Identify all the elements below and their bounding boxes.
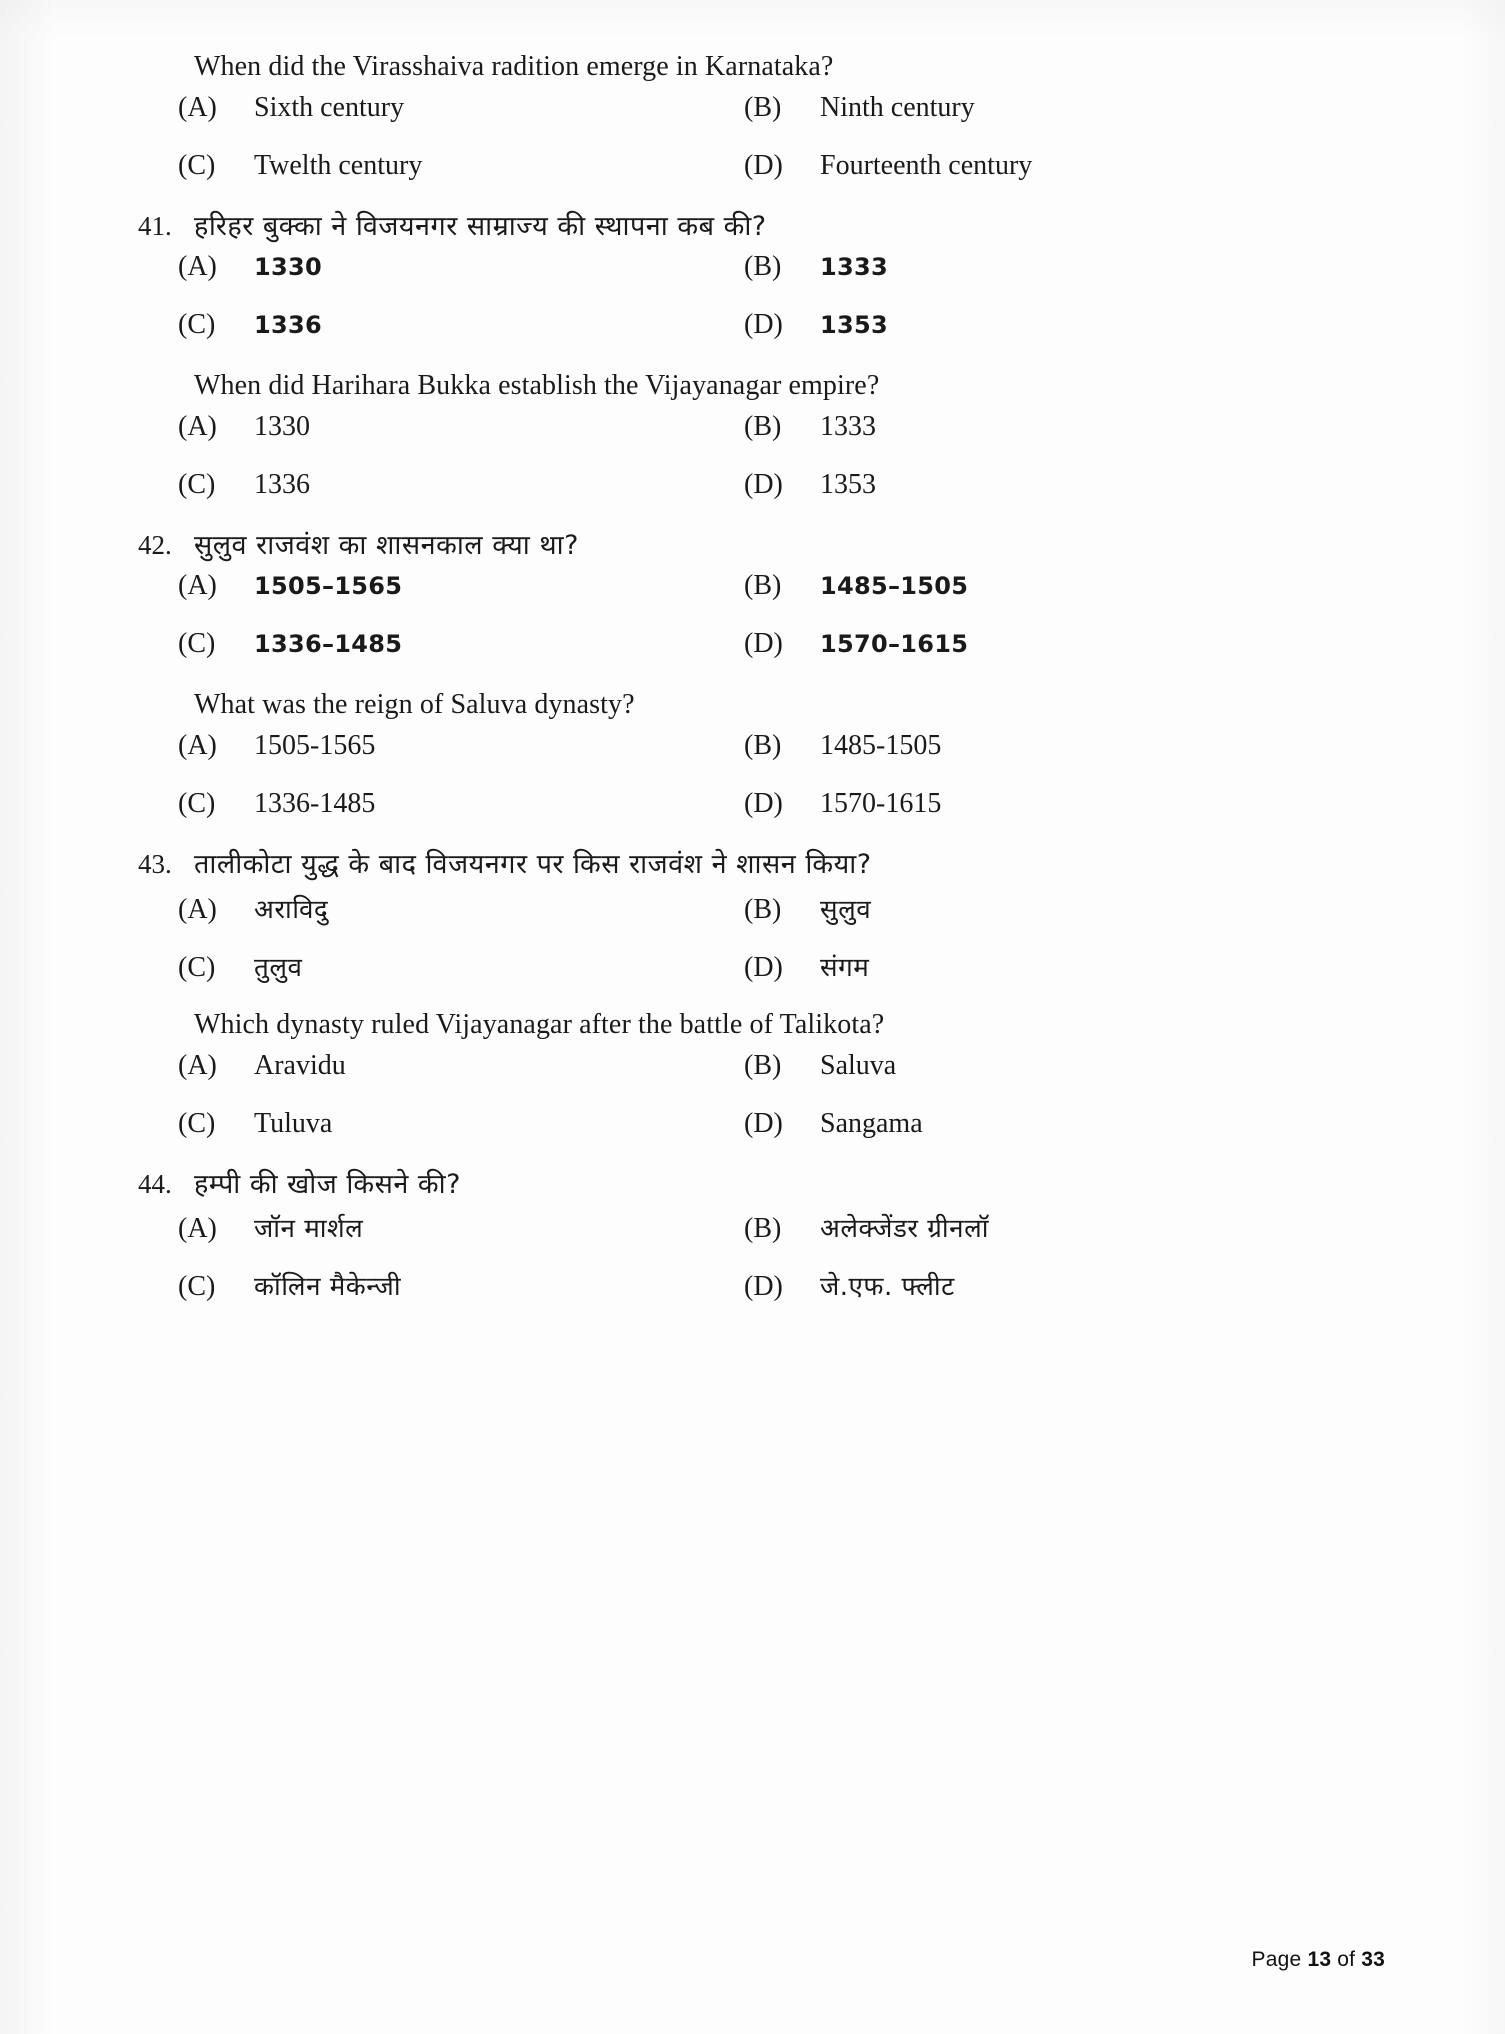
option-label: Twelth century bbox=[254, 149, 423, 181]
question-block-q44-hi bbox=[138, 1166, 1368, 1325]
page-footer-middle: of bbox=[1337, 1948, 1356, 1971]
option-grid bbox=[138, 251, 1368, 367]
option-a[interactable] bbox=[178, 1209, 744, 1267]
option-d[interactable] bbox=[744, 309, 1368, 367]
question-block-q42-hi bbox=[138, 527, 1368, 686]
option-b[interactable] bbox=[744, 890, 1368, 948]
option-key: (D) bbox=[744, 628, 783, 660]
option-a[interactable] bbox=[178, 92, 744, 150]
option-grid bbox=[138, 1050, 1368, 1166]
option-label: तुलुव bbox=[254, 952, 303, 983]
option-d[interactable] bbox=[744, 948, 1368, 1006]
option-b[interactable] bbox=[744, 570, 1368, 628]
option-key: (C) bbox=[178, 309, 216, 341]
option-label: 1336 bbox=[254, 311, 322, 340]
option-label: Aravidu bbox=[254, 1049, 346, 1081]
option-key: (D) bbox=[744, 788, 783, 820]
option-a[interactable] bbox=[178, 570, 744, 628]
option-c[interactable] bbox=[178, 788, 744, 846]
option-d[interactable] bbox=[744, 1108, 1368, 1166]
option-key: (C) bbox=[178, 1107, 216, 1139]
question-number: 43. bbox=[138, 849, 172, 880]
option-grid bbox=[138, 1209, 1368, 1325]
option-label: जॉन मार्शल bbox=[254, 1213, 364, 1244]
option-label: 1485-1505 bbox=[820, 730, 942, 762]
question-text: Which dynasty ruled Vijayanagar after the battle of Talikota? bbox=[194, 1008, 885, 1040]
option-c[interactable] bbox=[178, 469, 744, 527]
option-c[interactable] bbox=[178, 1267, 744, 1325]
option-label: Ninth century bbox=[820, 91, 975, 123]
option-b[interactable] bbox=[744, 730, 1368, 788]
option-key: (B) bbox=[744, 730, 782, 762]
option-b[interactable] bbox=[744, 1209, 1368, 1267]
question-heading bbox=[138, 1006, 1368, 1044]
option-c[interactable] bbox=[178, 948, 744, 1006]
question-text: हरिहर बुक्का ने विजयनगर साम्राज्य की स्थापना कब की? bbox=[194, 210, 767, 242]
question-heading bbox=[138, 48, 1368, 86]
option-label: सुलुव bbox=[820, 894, 872, 925]
option-b[interactable] bbox=[744, 251, 1368, 309]
option-label: अलेक्जेंडर ग्रीनलॉ bbox=[820, 1213, 989, 1244]
option-d[interactable] bbox=[744, 150, 1368, 208]
option-key: (D) bbox=[744, 309, 783, 341]
option-b[interactable] bbox=[744, 411, 1368, 469]
option-label: Sangama bbox=[820, 1107, 923, 1139]
option-a[interactable] bbox=[178, 1050, 744, 1108]
option-label: Fourteenth century bbox=[820, 149, 1033, 181]
option-label: 1333 bbox=[820, 253, 888, 282]
option-label: 1485–1505 bbox=[820, 572, 969, 601]
option-label: 1570–1615 bbox=[820, 630, 969, 659]
option-label: 1353 bbox=[820, 469, 876, 501]
option-label: Sixth century bbox=[254, 91, 405, 123]
option-key: (A) bbox=[178, 411, 217, 443]
option-key: (C) bbox=[178, 149, 216, 181]
option-key: (B) bbox=[744, 1049, 782, 1081]
question-text: तालीकोटा युद्ध के बाद विजयनगर पर किस राजवंश ने शासन किया? bbox=[194, 849, 872, 881]
option-label: संगम bbox=[820, 952, 870, 983]
option-key: (A) bbox=[178, 1212, 217, 1244]
question-text: When did the Virasshaiva radition emerge in Karnataka? bbox=[194, 51, 834, 82]
option-a[interactable] bbox=[178, 251, 744, 309]
question-heading bbox=[138, 367, 1368, 405]
option-key: (C) bbox=[178, 628, 216, 660]
question-heading bbox=[138, 846, 1368, 883]
option-d[interactable] bbox=[744, 469, 1368, 527]
option-key: (B) bbox=[744, 893, 782, 925]
option-key: (B) bbox=[744, 91, 782, 123]
question-heading bbox=[138, 686, 1368, 724]
option-key: (D) bbox=[744, 1270, 783, 1302]
option-key: (A) bbox=[178, 730, 217, 762]
question-number: 44. bbox=[138, 1168, 172, 1199]
option-label: Tuluva bbox=[254, 1107, 333, 1139]
question-text: When did Harihara Bukka establish the Vijayanagar empire? bbox=[194, 370, 880, 402]
option-label: 1333 bbox=[820, 411, 876, 443]
option-c[interactable] bbox=[178, 150, 744, 208]
option-label: 1570-1615 bbox=[820, 788, 942, 820]
option-label: 1336 bbox=[254, 469, 310, 501]
option-key: (D) bbox=[744, 469, 783, 501]
option-key: (D) bbox=[744, 951, 783, 983]
option-b[interactable] bbox=[744, 92, 1368, 150]
option-key: (B) bbox=[744, 570, 782, 602]
question-block-q40-en bbox=[138, 48, 1368, 208]
option-label: 1353 bbox=[820, 311, 888, 340]
question-block-q42-en bbox=[138, 686, 1368, 846]
option-grid bbox=[138, 730, 1368, 846]
option-grid bbox=[138, 92, 1368, 208]
question-heading bbox=[138, 208, 1368, 245]
question-list bbox=[138, 48, 1368, 1325]
question-block-q43-en bbox=[138, 1006, 1368, 1166]
option-grid bbox=[138, 890, 1368, 1006]
option-d[interactable] bbox=[744, 788, 1368, 846]
option-label: 1330 bbox=[254, 411, 310, 443]
option-label: कॉलिन मैकेन्जी bbox=[254, 1271, 402, 1302]
question-number: 41. bbox=[138, 210, 172, 241]
option-d[interactable] bbox=[744, 628, 1368, 686]
page-footer-prefix: Page bbox=[1251, 1948, 1302, 1971]
option-key: (C) bbox=[178, 951, 216, 983]
option-key: (B) bbox=[744, 1212, 782, 1244]
option-key: (A) bbox=[178, 91, 217, 123]
option-label: 1336–1485 bbox=[254, 630, 403, 659]
question-heading bbox=[138, 1166, 1368, 1203]
option-grid bbox=[138, 411, 1368, 527]
page-total: 33 bbox=[1361, 1948, 1385, 1971]
option-d[interactable] bbox=[744, 1267, 1368, 1325]
option-label: जे.एफ. फ्लीट bbox=[820, 1271, 955, 1302]
option-key: (C) bbox=[178, 1270, 216, 1302]
option-key: (C) bbox=[178, 788, 216, 820]
option-a[interactable] bbox=[178, 890, 744, 948]
option-b[interactable] bbox=[744, 1050, 1368, 1108]
question-text: हम्पी की खोज किसने की? bbox=[194, 1168, 461, 1200]
option-key: (C) bbox=[178, 469, 216, 501]
option-a[interactable] bbox=[178, 730, 744, 788]
option-grid bbox=[138, 570, 1368, 686]
option-label: 1505-1565 bbox=[254, 730, 376, 762]
option-label: 1330 bbox=[254, 253, 322, 282]
option-c[interactable] bbox=[178, 628, 744, 686]
option-key: (D) bbox=[744, 149, 783, 181]
option-key: (A) bbox=[178, 1049, 217, 1081]
option-a[interactable] bbox=[178, 411, 744, 469]
option-label: 1505–1565 bbox=[254, 572, 403, 601]
page-footer bbox=[1252, 1948, 1385, 1972]
question-block-q41-hi bbox=[138, 208, 1368, 367]
option-key: (B) bbox=[744, 251, 782, 283]
option-key: (A) bbox=[178, 893, 217, 925]
option-label: 1336-1485 bbox=[254, 788, 376, 820]
option-label: अराविदु bbox=[254, 894, 329, 925]
option-c[interactable] bbox=[178, 1108, 744, 1166]
question-number: 42. bbox=[138, 530, 172, 561]
question-text: What was the reign of Saluva dynasty? bbox=[194, 689, 635, 721]
option-key: (A) bbox=[178, 570, 217, 602]
option-c[interactable] bbox=[178, 309, 744, 367]
option-key: (D) bbox=[744, 1107, 783, 1139]
question-text: सुलुव राजवंश का शासनकाल क्या था? bbox=[194, 530, 579, 562]
question-block-q43-hi bbox=[138, 846, 1368, 1005]
page-number: 13 bbox=[1307, 1948, 1332, 1971]
question-block-q41-en bbox=[138, 367, 1368, 527]
option-key: (B) bbox=[744, 411, 782, 443]
question-heading bbox=[138, 527, 1368, 564]
option-label: Saluva bbox=[820, 1049, 897, 1081]
option-key: (A) bbox=[178, 251, 217, 283]
